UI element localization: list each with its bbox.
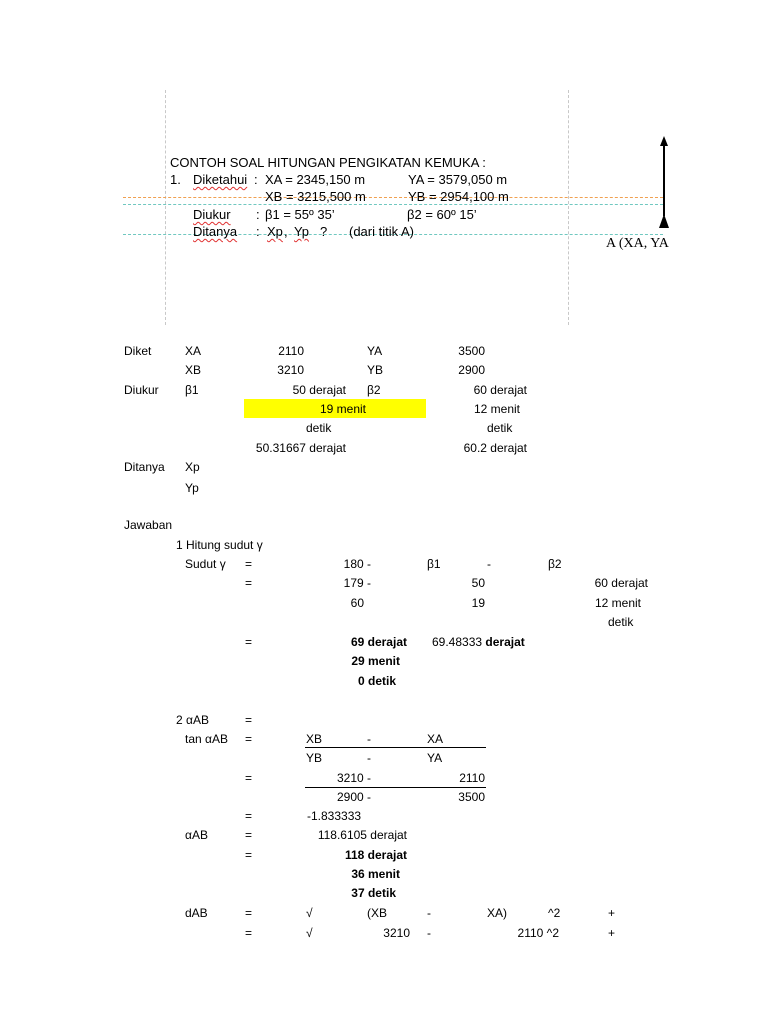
diukur-label: Diukur [193,207,231,222]
tan-alpha-value: -1.833333 [307,809,362,823]
num-xb: XB [306,732,323,746]
eq-sign: = [245,828,253,842]
label-beta1: β1 [185,383,199,397]
ditanya-label: Ditanya [193,224,238,239]
diketahui-colon: : [254,172,258,187]
eq-sign: = [245,635,253,649]
gamma-beta1: β1 [427,557,441,571]
eq-sign: = [245,713,253,727]
page-margin-guide-left [165,90,166,325]
dab-plus: + [608,926,616,940]
eq-sign: = [245,771,253,785]
beta2-minutes: 12 menit [473,402,520,416]
eq-sign: = [245,848,253,862]
label-jawaban: Jawaban [124,518,173,532]
dab-plus: + [608,906,616,920]
orange-guide-line [123,197,663,198]
gamma-detik: detik [608,615,634,629]
asked-yp: Yp [294,224,309,239]
given-xa: XA = 2345,150 m [265,172,366,187]
problem-title: CONTOH SOAL HITUNGAN PENGIKATAN KEMUKA : [170,155,486,170]
beta2-seconds: detik [487,421,513,435]
step1-title: 1 Hitung sudut γ [176,538,263,552]
eq-sign: = [245,906,253,920]
dab-2110-power: 2110 ^2 [517,926,559,940]
sqrt-symbol: √ [306,926,313,940]
measured-b2: β2 = 60º 15’ [407,207,477,222]
value-ya: 3500 [458,344,485,358]
num-3210: 3210 - [336,771,371,785]
eq-sign: = [245,576,253,590]
value-beta2: 60 derajat [473,383,527,397]
gamma-beta2: β2 [548,557,562,571]
den-ya: YA [427,751,443,765]
den-minus: - [367,751,371,765]
value-yb: 2900 [458,363,485,377]
label-xa: XA [185,344,202,358]
alpha-derajat: 118 derajat [344,848,407,862]
num-2110: 2110 [459,771,485,785]
label-ditanya: Ditanya [124,460,165,474]
dab-xa: XA) [487,906,508,920]
asked-question: ? [320,224,328,239]
diagram-point-a-label: A (XA, YA [606,236,669,251]
from-point-a: (dari titik A) [349,224,415,239]
gamma-result-derajat: 69 derajat [350,635,407,649]
eq-sign: = [245,809,253,823]
alpha-decimal: 118.6105 derajat [317,828,407,842]
beta2-decimal: 60.2 derajat [463,441,527,455]
den-2900: 2900 - [336,790,371,804]
label-diukur: Diukur [124,383,159,397]
gamma-decimal [432,635,525,649]
fraction-line-1 [305,747,486,748]
diketahui-label: Diketahui [193,172,248,187]
fraction-line-2 [305,787,486,788]
beta1-decimal: 50.31667 derajat [255,441,346,455]
label-tan-alpha: tan αAB [185,732,228,746]
dab-xb: (XB [367,906,388,920]
gamma-minus: - [487,557,491,571]
label-diket: Diket [124,344,152,358]
given-yb: YB = 2954,100 m [408,189,509,204]
gamma-decimal-value: 69.48333 [432,635,486,649]
num-xa: XA [427,732,444,746]
gamma-12-menit: 12 menit [594,596,641,610]
gamma-180: 180 - [343,557,371,571]
label-yb: YB [367,363,384,377]
eq-sign: = [245,732,253,746]
label-yp: Yp [185,481,199,495]
beta1-seconds: detik [306,421,332,435]
page-margin-guide-right [568,90,569,325]
gamma-decimal-unit: derajat [485,635,525,649]
label-xp: Xp [185,460,200,474]
asked-xp: Xp [267,224,283,239]
given-xb: XB = 3215,500 m [265,189,366,204]
value-xa: 2110 [278,344,304,358]
label-xb: XB [185,363,202,377]
gamma-179: 179 - [343,576,371,590]
teal-guide-line-1 [123,204,663,205]
gamma-result-menit: 29 menit [351,654,400,668]
gamma-60: 60 [350,596,364,610]
ditanya-colon: : [256,224,260,239]
den-3500: 3500 [458,790,485,804]
value-beta1: 50 derajat [292,383,346,397]
given-ya: YA = 3579,050 m [408,172,508,187]
dab-3210: 3210 [383,926,410,940]
sqrt-symbol: √ [306,906,313,920]
dab-minus: - [427,926,431,940]
num-minus: - [367,732,371,746]
label-sudut-gamma: Sudut γ [185,557,226,571]
label-alpha-ab: αAB [185,828,208,842]
den-yb: YB [306,751,323,765]
measured-b1: β1 = 55º 35’ [265,207,335,222]
asked-comma: , [284,224,288,239]
eq-sign: = [245,926,253,940]
label-ya: YA [367,344,383,358]
problem-number: 1. [170,172,181,187]
dab-power: ^2 [548,906,561,920]
north-arrow-icon [655,136,675,234]
label-dab: dAB [185,906,208,920]
gamma-60-derajat: 60 derajat [594,576,648,590]
diukur-colon: : [256,207,260,222]
gamma-50: 50 [471,576,485,590]
alpha-menit: 36 menit [351,867,400,881]
embedded-problem-image [0,0,768,330]
label-beta2: β2 [367,383,381,397]
eq-sign: = [245,557,253,571]
step2-title: 2 αAB [176,713,209,727]
value-xb: 3210 [277,363,304,377]
alpha-detik: 37 detik [351,886,396,900]
gamma-19: 19 [471,596,485,610]
gamma-result-detik: 0 detik [357,674,396,688]
beta1-minutes: 19 menit [319,402,366,416]
dab-minus: - [427,906,431,920]
